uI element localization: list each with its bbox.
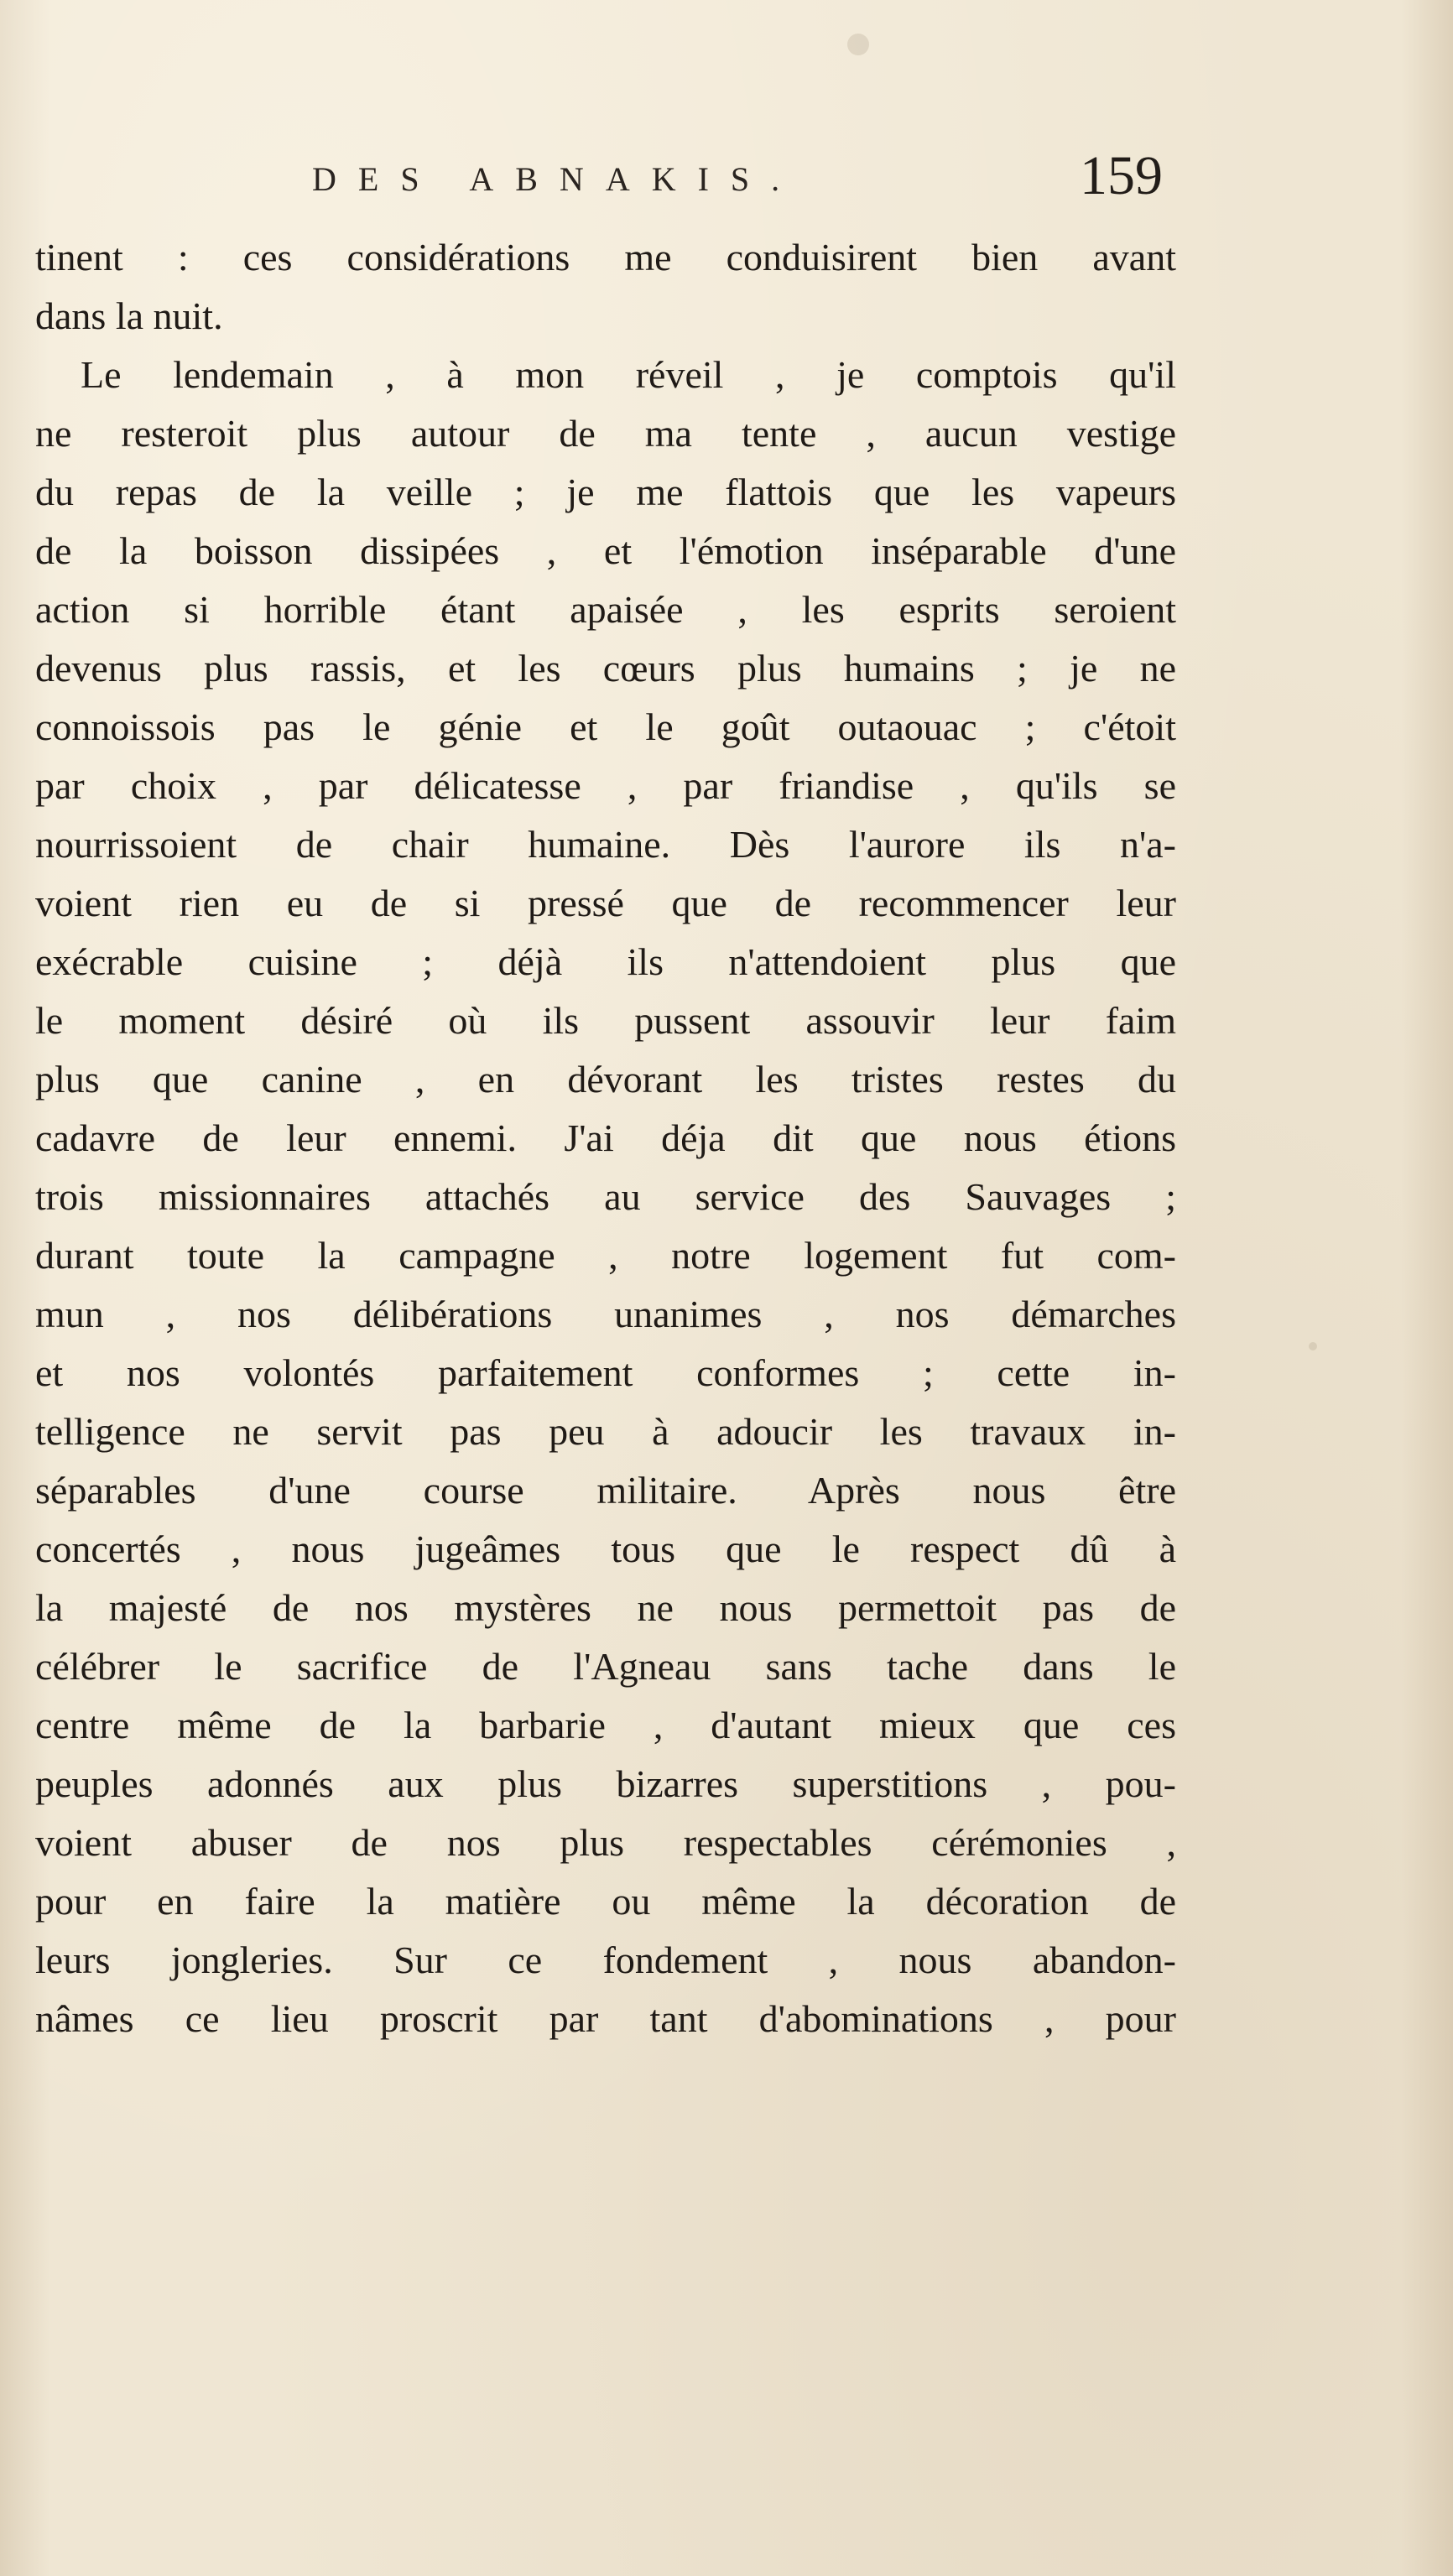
- text-line: dans la nuit.: [35, 294, 223, 337]
- text-line: devenus plus rassis, et les cœurs plus humains ; je ne: [35, 647, 1176, 690]
- text-line: célébrer le sacrifice de l'Agneau sans tache dans le: [35, 1645, 1176, 1688]
- text-line: la majesté de nos mystères ne nous permettoit pas de: [35, 1586, 1176, 1629]
- paper-stain: [847, 34, 869, 55]
- text-line: telligence ne servit pas peu à adoucir les travaux in-: [35, 1410, 1176, 1453]
- text-line: mun , nos délibérations unanimes , nos démarches: [35, 1293, 1176, 1335]
- page-number: 159: [1080, 145, 1163, 206]
- text-line: exécrable cuisine ; déjà ils n'attendoient plus que: [35, 940, 1176, 983]
- text-line: concertés , nous jugeâmes tous que le respect dû à: [35, 1527, 1176, 1570]
- text-line: plus que canine , en dévorant les tristes restes du: [35, 1058, 1176, 1101]
- text-line: Le lendemain , à mon réveil , je comptois qu'il: [81, 353, 1176, 396]
- text-line: ne resteroit plus autour de ma tente , aucun vestige: [35, 412, 1176, 455]
- text-line: leurs jongleries. Sur ce fondement , nous abandon-: [35, 1939, 1176, 1981]
- text-line: action si horrible étant apaisée , les esprits seroient: [35, 588, 1176, 631]
- text-line: voient rien eu de si pressé que de recommencer leur: [35, 882, 1176, 924]
- text-line: et nos volontés parfaitement conformes ; cette in-: [35, 1351, 1176, 1394]
- text-line: connoissois pas le génie et le goût outaouac ; c'étoit: [35, 705, 1176, 748]
- text-line: centre même de la barbarie , d'autant mieux que ces: [35, 1704, 1176, 1746]
- text-line: du repas de la veille ; je me flattois que les vapeurs: [35, 471, 1176, 513]
- running-title: DES ABNAKIS.: [312, 160, 802, 198]
- text-line: séparables d'une course militaire. Après nous être: [35, 1469, 1176, 1512]
- text-line: nâmes ce lieu proscrit par tant d'abominations , pour: [35, 1997, 1176, 2040]
- paper-stain: [1309, 1342, 1317, 1350]
- text-line: cadavre de leur ennemi. J'ai déja dit que nous étions: [35, 1116, 1176, 1159]
- text-line: voient abuser de nos plus respectables cérémonies ,: [35, 1821, 1176, 1864]
- text-line: trois missionnaires attachés au service des Sauvages ;: [35, 1175, 1176, 1218]
- text-line: par choix , par délicatesse , par friandise , qu'ils se: [35, 764, 1176, 807]
- running-head: [35, 145, 1168, 226]
- text-line: pour en faire la matière ou même la décoration de: [35, 1880, 1176, 1923]
- text-line: le moment désiré où ils pussent assouvir leur faim: [35, 999, 1176, 1042]
- text-line: durant toute la campagne , notre logement fut com-: [35, 1234, 1176, 1277]
- text-line: nourrissoient de chair humaine. Dès l'aurore ils n'a-: [35, 823, 1176, 866]
- body-text: [35, 228, 1176, 2048]
- text-line: de la boisson dissipées , et l'émotion inséparable d'une: [35, 529, 1176, 572]
- text-line: peuples adonnés aux plus bizarres superstitions , pou-: [35, 1762, 1176, 1805]
- text-line: tinent : ces considérations me conduisirent bien avant: [35, 236, 1176, 278]
